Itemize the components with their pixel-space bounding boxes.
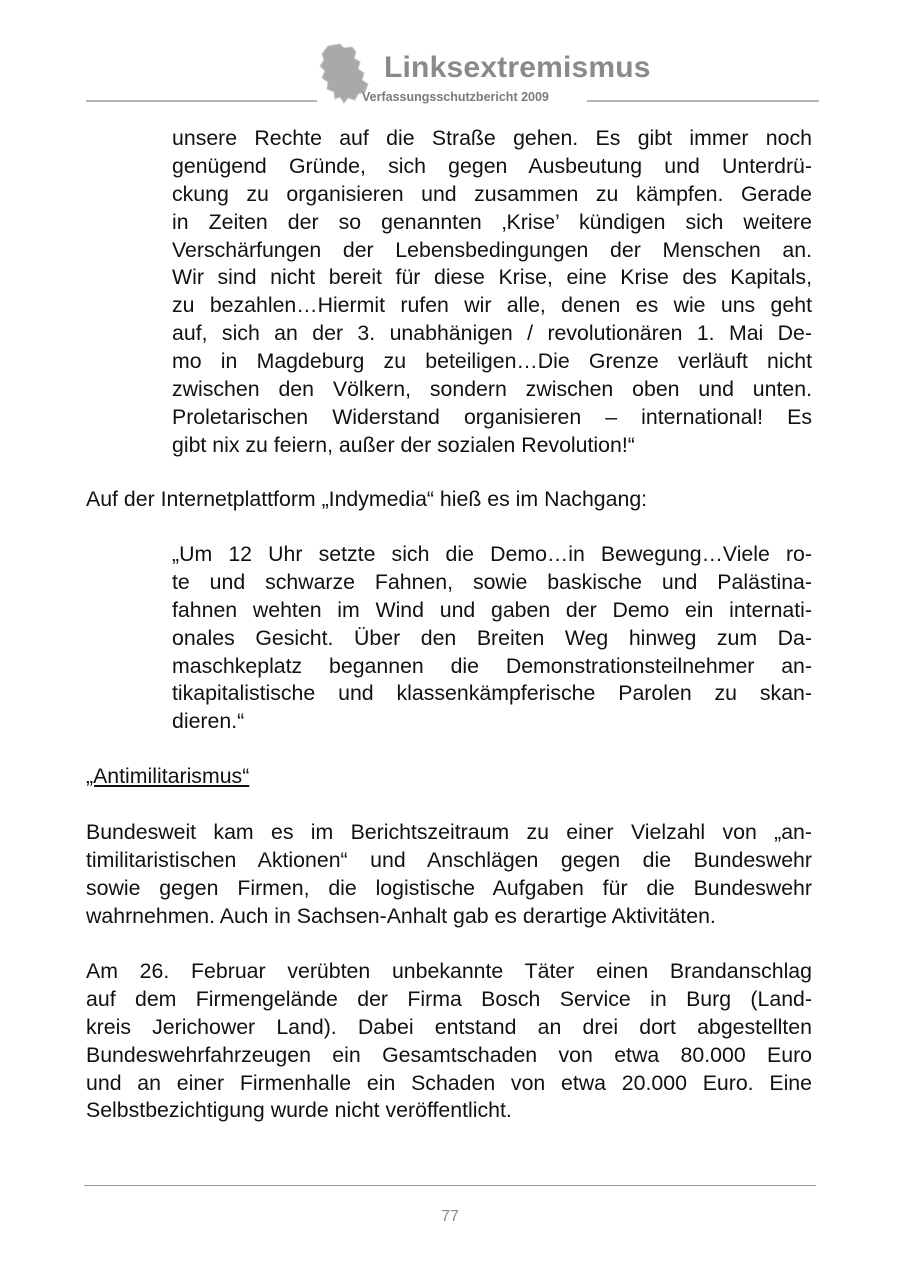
text-line: auf, sich an der 3. unabhänigen / revolutionären 1. Mai De- [172,321,812,346]
text-line: und an einer Firmenhalle ein Schaden von etwa 20.000 Euro. Eine [86,1070,812,1095]
text-line: maschkeplatz begannen die Demonstrationsteilnehmer an- [172,653,812,678]
text-line: Proletarischen Widerstand organisieren – international! Es [172,404,812,429]
quote-block-1 [172,125,812,460]
paragraph-2 [86,958,812,1125]
text-line: Wir sind nicht bereit für diese Krise, eine Krise des Kapitals, [172,265,812,290]
indymedia-intro [86,486,812,514]
text-line: tikapitalistische und klassenkämpferische Parolen zu skan- [172,681,812,706]
text-line: sowie gegen Firmen, die logistische Aufgaben für die Bundeswehr [86,875,812,900]
text-line: fahnen wehten im Wind und gaben der Demo ein internati- [172,597,812,622]
quote-block-2 [172,541,812,736]
text-line: wahrnehmen. Auch in Sachsen-Anhalt gab es derartige Aktivitäten. [86,903,716,928]
text-line: Am 26. Februar verübten unbekannte Täter einen Brandanschlag [86,959,812,983]
text-line: auf dem Firmengelände der Firma Bosch Service in Burg (Land- [86,986,812,1011]
text-line: in Zeiten der so genannten ‚Krise’ kündigen sich weitere [172,209,812,234]
text-line: zwischen den Völkern, sondern zwischen oben und unten. [172,377,812,402]
header-rule-left [86,100,317,102]
header-title: Linksextremismus [384,51,651,84]
text-line: gibt nix zu feiern, außer der sozialen Revolution!“ [172,432,635,457]
text-line: ckung zu organisieren und zusammen zu kämpfen. Gerade [172,181,812,206]
text-line: timilitaristischen Aktionen“ und Anschlägen gegen die Bundeswehr [86,847,812,872]
text-line: Auf der Internetplattform „Indymedia“ hieß es im Nachgang: [86,487,648,511]
section-heading-block [86,763,812,791]
text-line: onales Gesicht. Über den Breiten Weg hinweg zum Da- [172,625,812,650]
header-subtitle: Verfassungsschutzbericht 2009 [362,90,549,104]
text-line: genügend Gründe, sich gegen Ausbeutung und Unterdrü- [172,153,812,178]
text-line: zu bezahlen…Hiermit rufen wir alle, denen es wie uns geht [172,293,812,318]
text-line: dieren.“ [172,709,245,734]
text-line: mo in Magdeburg zu beteiligen…Die Grenze verläuft nicht [172,349,812,374]
text-line: unsere Rechte auf die Straße gehen. Es gibt immer noch [172,126,812,150]
text-line: Verschärfungen der Lebensbedingungen der Menschen an. [172,237,812,262]
paragraph-1 [86,819,812,931]
page-number: 77 [441,1208,459,1225]
text-line: te und schwarze Fahnen, sowie baskische und Palästina- [172,569,812,594]
text-line: Bundesweit kam es im Berichtszeitraum zu einer Vielzahl von „an- [86,820,812,844]
section-heading: „Antimilitarismus“ [86,764,250,788]
footer-rule [84,1185,816,1186]
text-line: Bundeswehrfahrzeugen ein Gesamtschaden von etwa 80.000 Euro [86,1042,812,1067]
text-line: „Um 12 Uhr setzte sich die Demo…in Bewegung…Viele ro- [172,542,812,566]
header-rule-right [587,100,819,102]
text-line: kreis Jerichower Land). Dabei entstand an drei dort abgestellten [86,1014,812,1039]
text-line: Selbstbezichtigung wurde nicht veröffentlicht. [86,1098,512,1123]
